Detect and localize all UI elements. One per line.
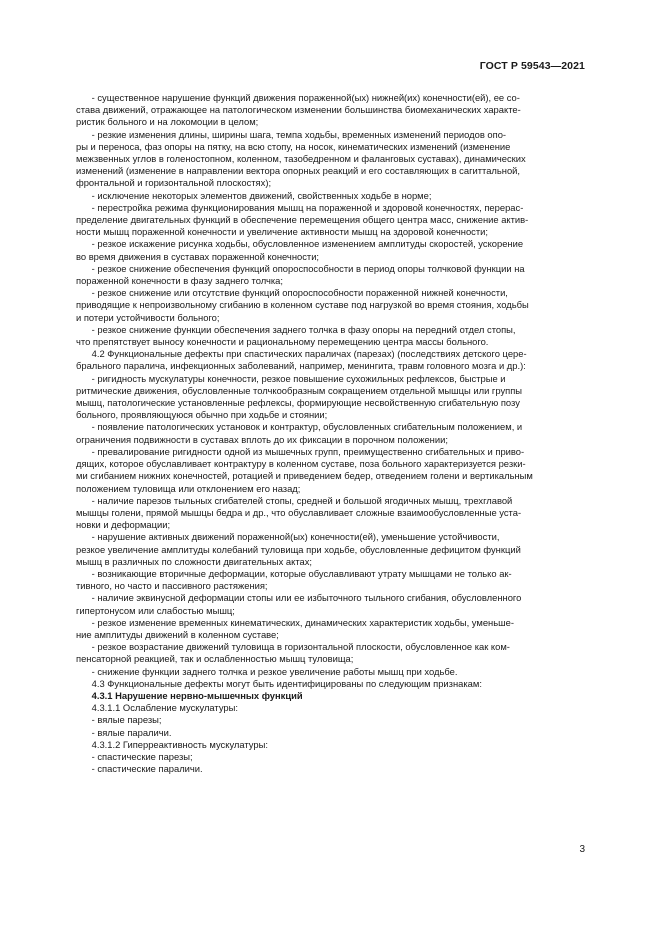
text-line: 4.3.1.2 Гиперреактивность мускулатуры: [76,738,268,750]
text-line: - резкое возрастание движений туловища в горизонтальной плоскости, обусловленное как ком- [76,641,510,653]
paragraph [76,373,584,422]
text-line: новки и деформации; [76,519,171,531]
paragraph [76,263,584,287]
paragraph [76,702,584,714]
paragraph [76,617,584,641]
text-line: тивного, но часто и пассивного растяжения; [76,580,268,592]
paragraph [76,678,584,690]
text-line: ми сгибанием нижних конечностей, ротацией и приведением бедер, отведением голени и вертикальным [76,470,533,482]
text-line: - резкое снижение функции обеспечения заднего толчка в фазу опоры на передний отдел стопы, [76,323,516,335]
paragraph [76,495,584,532]
text-line: изменений (изменение в направлении вектора опорных реакций и его составляющих в сагиттальной, [76,165,521,177]
text-line: - наличие эквинусной деформации стопы или ее избыточного тыльного сгибания, обусловленного [76,592,522,604]
text-line: пределение двигательных функций в обеспечение перемещения общего центра масс, снижение актив- [76,214,529,226]
section-heading [76,690,584,702]
text-line: - резкое искажение рисунка ходьбы, обусловленное изменением амплитуды скоростей, ускорение [76,238,524,250]
text-line: гипертонусом или слабостью мышц; [76,604,235,616]
text-line: ности мышц пораженной конечности и увеличение активности мышц на здоровой конечности; [76,226,489,238]
text-line: - появление патологических установок и контрактур, обусловленных сгибательным положением, и [76,421,523,433]
text-line: - резкое изменение временных кинематических, динамических характеристик ходьбы, уменьше- [76,616,514,628]
text-line: - существенное нарушение функций движения пораженной(ых) нижней(их) конечности(ей), ее со- [76,92,520,103]
text-line: - резкие изменения длины, ширины шага, темпа ходьбы, временных изменений периодов опо- [76,128,507,140]
paragraph [76,202,584,239]
text-line: - спастические парезы; [76,750,193,762]
paragraph [76,763,584,775]
text-line: фронтальной и горизонтальной плоскостях); [76,177,272,189]
text-line: мышцы голени, прямой мышцы бедра и др., что обуславливает сложные взаимообусловленные уста- [76,506,522,518]
paragraph [76,739,584,751]
text-line: 4.3.1 Нарушение нервно-мышечных функций [76,689,303,701]
text-line: ограничения подвижности в суставах вплоть до их фиксации в порочном положении; [76,433,448,445]
text-line: - перестройка режима функционирования мышц на пораженной и здоровой конечностях, перерас- [76,201,524,213]
text-line: мышц, патологические установленные рефлексы, формирующие несвойственную сгибательную позу [76,397,520,409]
text-line: дящих, которое обуславливает контрактуру в коленном суставе, поза больного характеризуется резки- [76,458,526,470]
text-line: - вялые парезы; [76,714,162,726]
text-line: ние амплитуды движений в коленном суставе; [76,628,279,640]
text-line: - наличие парезов тыльных сгибателей стопы, средней и большой ягодичных мышц, трехглавой [76,494,513,506]
paragraph [76,727,584,739]
text-line: во время движения в суставах пораженной конечности; [76,250,320,262]
page-number: 3 [579,844,585,855]
paragraph [76,446,584,495]
paragraph [76,287,584,324]
text-line: положением туловища или отклонением его назад; [76,482,301,494]
paragraph [76,348,584,372]
paragraph [76,238,584,262]
text-line: пораженной конечности в фазу заднего толчка; [76,275,283,287]
paragraph [76,92,584,129]
paragraph [76,751,584,763]
text-line: - исключение некоторых элементов движений, свойственных ходьбе в норме; [76,189,432,201]
text-line: - превалирование ригидности одной из мышечных групп, преимущественно сгибательных и приво- [76,445,525,457]
paragraph [76,666,584,678]
text-line: 4.3 Функциональные дефекты могут быть идентифицированы по следующим признакам: [76,677,482,689]
text-line: - резкое снижение или отсутствие функций опороспособности пораженной нижней конечности, [76,287,508,299]
text-line: - снижение функции заднего толчка и резкое увеличение работы мышц при ходьбе. [76,665,458,677]
text-line: ристик больного и на локомоции в целом; [76,116,259,128]
text-line: резкое увеличение амплитуды колебаний туловища при ходьбе, обусловленные дефицитом функций [76,543,521,555]
paragraph [76,714,584,726]
paragraph [76,592,584,616]
text-line: что препятствует выносу конечности и рациональному перемещению центра массы больного. [76,336,489,348]
text-line: пенсаторной реакцией, так и ослабленностью мышц туловища; [76,653,354,665]
text-line: - резкое снижение обеспечения функций опороспособности в период опоры толчковой функции на [76,262,525,274]
paragraph [76,129,584,190]
text-line: межзвенных углов в голеностопном, коленном, тазобедренном и фаланговых суставах), динамических [76,153,526,165]
paragraph [76,190,584,202]
document-body [76,92,584,775]
text-line: больного, проявляющуюся обычно при ходьбе и стоянии; [76,409,328,421]
text-line: - спастические параличи. [76,763,203,775]
text-line: ры и переноса, фаз опоры на пятку, на всю стопу, на носок, кинематических изменений (изменение [76,140,511,152]
text-line: - возникающие вторичные деформации, которые обуславливают утрату мышцами не только ак- [76,567,512,579]
text-line: - нарушение активных движений пораженной(ых) конечности(ей), уменьшение устойчивости, [76,531,500,543]
text-line: ритмические движения, обусловленные толчкообразным сокращением отдельной мышцы или группы [76,384,523,396]
text-line: става движений, отражающее на патологическом изменении большинства биомеханических характе- [76,104,521,116]
standard-header: ГОСТ Р 59543—2021 [479,60,585,72]
text-line: приводящие к непроизвольному сгибанию в коленном суставе под нагрузкой во время стояния, ходьбы [76,299,529,311]
paragraph [76,531,584,568]
paragraph [76,641,584,665]
paragraph [76,421,584,445]
text-line: и потери устойчивости больного; [76,311,220,323]
paragraph [76,568,584,592]
text-line: мышц в различных по сложности двигательных актах; [76,555,313,567]
text-line: - вялые параличи. [76,726,172,738]
paragraph [76,324,584,348]
text-line: брального паралича, инфекционных заболеваний, например, менингита, травм головного мозга и др.): [76,360,526,372]
text-line: 4.3.1.1 Ослабление мускулатуры: [76,702,238,714]
text-line: 4.2 Функциональные дефекты при спастических параличах (парезах) (последствиях детского цере- [76,348,527,360]
text-line: - ригидность мускулатуры конечности, резкое повышение сухожильных рефлексов, быстрые и [76,372,506,384]
